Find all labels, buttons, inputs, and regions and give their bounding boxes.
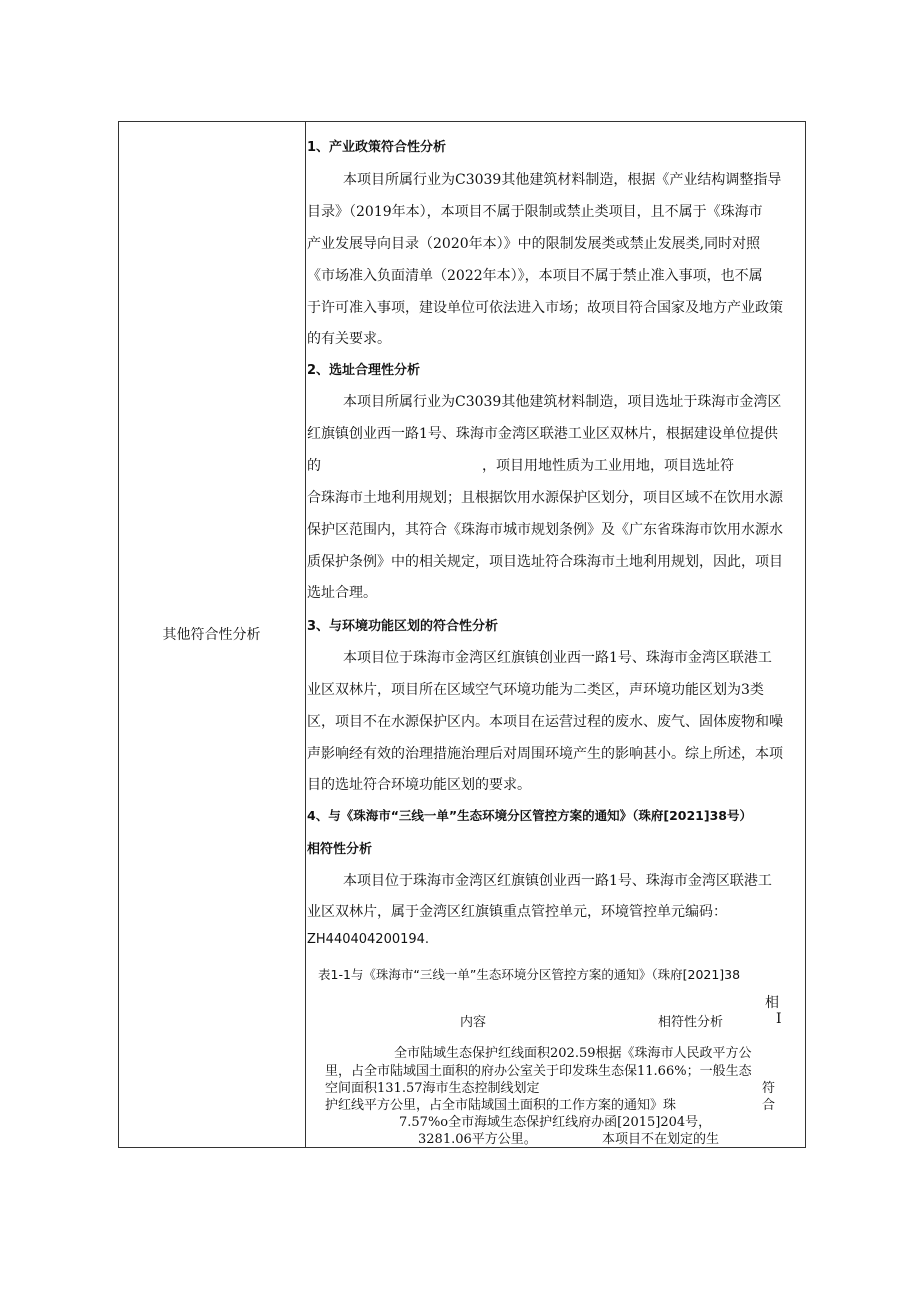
section-2-line: ，项目用地性质为工业用地，项目选址符 bbox=[482, 458, 734, 474]
table-cell-text: 全市陆域生态保护红线面积202.59根据《珠海市人民政平方公 bbox=[394, 1046, 752, 1061]
section-2-line: 保护区范围内，其符合《珠海市城市规划条例》及《广东省珠海市饮用水源水 bbox=[307, 522, 783, 538]
section-1-line: 目录》（2019年本），本项目不属于限制或禁止类项目，且不属于《珠海市 bbox=[307, 204, 763, 220]
table-cell-text: 7.57%o全市海域生态保护红线府办函[2015]204号， bbox=[399, 1115, 712, 1130]
section-1-line: 于许可准入事项，建设单位可依法进入市场；故项目符合国家及地方产业政策 bbox=[307, 300, 783, 316]
section-2-line: 质保护条例》中的相关规定，项目选址符合珠海市土地利用规划，因此，项目 bbox=[307, 554, 783, 570]
section-4-line: 业区双林片，属于金湾区红旗镇重点管控单元，环境管控单元编码： bbox=[307, 904, 727, 920]
section-3-line: 本项目位于珠海市金湾区红旗镇创业西一路1号、珠海市金湾区联港工 bbox=[343, 650, 772, 666]
section-4-line: 本项目位于珠海市金湾区红旗镇创业西一路1号、珠海市金湾区联港工 bbox=[343, 873, 772, 889]
section-2-line: 红旗镇创业西一路1号、珠海市金湾区联港工业区双林片，根据建设单位提供 bbox=[307, 426, 778, 442]
section-3-line: 区，项目不在水源保护区内。本项目在运营过程的废水、废气、固体废物和噪 bbox=[307, 714, 783, 730]
section-3-heading: 3、与环境功能区划的符合性分析 bbox=[307, 619, 499, 634]
table-header-xiang: 相 bbox=[765, 995, 779, 1011]
section-1-line: 《市场准入负面清单（2022年本）》，本项目不属于禁止准入事项，也不属 bbox=[307, 268, 763, 284]
section-1-line: 本项目所属行业为C3039其他建筑材料制造，根据《产业结构调整指导 bbox=[343, 172, 782, 188]
section-3-line: 目的选址符合环境功能区划的要求。 bbox=[307, 777, 531, 793]
section-2-heading: 2、选址合理性分析 bbox=[307, 363, 421, 378]
table-cell-text: 符 bbox=[762, 1081, 776, 1096]
section-2-line: 选址合理。 bbox=[307, 585, 377, 601]
table-cell-text: 护红线平方公里，占全市陆域国土面积的工作方案的通知》珠 bbox=[325, 1098, 677, 1113]
section-4-heading-cont: 相符性分析 bbox=[307, 842, 373, 857]
table-cell-text: 里，占全市陆域国土面积的府办公室关于印发珠生态保11.66%；一般生态 bbox=[325, 1064, 752, 1079]
section-3-line: 声影响经有效的治理措施治理后对周围环境产生的影响甚小。综上所述，本项 bbox=[307, 746, 783, 762]
column-divider bbox=[305, 121, 306, 1148]
table-header-bar: I bbox=[776, 1011, 782, 1027]
section-1-heading: 1、产业政策符合性分析 bbox=[307, 140, 447, 155]
category-label: 其他符合性分析 bbox=[162, 627, 261, 643]
section-4-heading: 4、与《珠海市“三线一单”生态环境分区管控方案的通知》（珠府[2021]38号） bbox=[307, 808, 752, 823]
section-1-line: 产业发展导向目录（2020年本）》中的限制发展类或禁止发展类,同时对照 bbox=[307, 236, 761, 252]
section-2-line: 本项目所属行业为C3039其他建筑材料制造，项目选址于珠海市金湾区 bbox=[343, 394, 782, 410]
section-2-line: 的 bbox=[307, 458, 321, 474]
table-header-content: 内容 bbox=[460, 1015, 487, 1030]
table-cell-text: 本项目不在划定的生 bbox=[602, 1132, 720, 1147]
table-cell-text: 合 bbox=[762, 1098, 776, 1113]
table-caption: 表1-1与《珠海市“三线一单”生态环境分区管控方案的通知》（珠府[2021]38 bbox=[318, 967, 741, 982]
table-cell-text: 空间面积131.57海市生态控制线划定 bbox=[325, 1081, 540, 1096]
section-3-line: 业区双林片，项目所在区域空气环境功能为二类区，声环境功能区划为3类 bbox=[307, 682, 764, 698]
table-header-analysis: 相符性分析 bbox=[658, 1015, 724, 1030]
section-2-line: 合珠海市土地利用规划；且根据饮用水源保护区划分，项目区域不在饮用水源 bbox=[307, 490, 783, 506]
table-cell-text: 3281.06平方公里。 bbox=[418, 1132, 537, 1147]
unit-code: ZH440404200194. bbox=[307, 932, 430, 947]
section-1-line: 的有关要求。 bbox=[307, 331, 391, 347]
